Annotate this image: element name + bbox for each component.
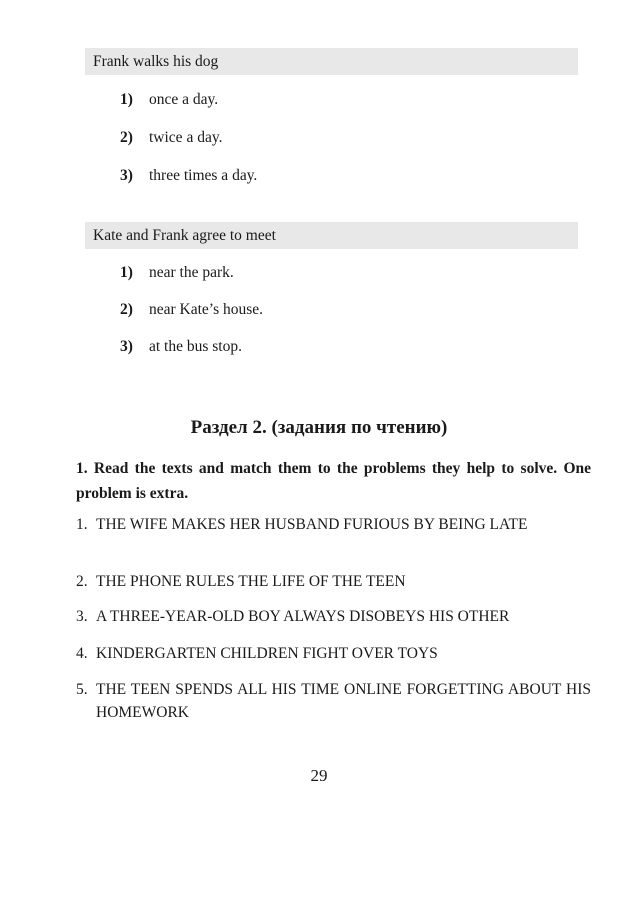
option-number: 2)	[120, 129, 133, 146]
problem-text: KINDERGARTEN CHILDREN FIGHT OVER TOYS	[96, 645, 438, 662]
option-number: 2)	[120, 301, 133, 318]
option-text: near Kate’s house.	[149, 301, 264, 318]
question-2-option-1[interactable]	[120, 263, 234, 283]
problem-number: 2.	[76, 573, 88, 590]
question-2-option-3[interactable]	[120, 337, 242, 357]
question-1-option-2[interactable]	[120, 128, 222, 148]
question-2-stem: Kate and Frank agree to meet	[85, 222, 578, 249]
option-text: near the park.	[149, 264, 234, 281]
problem-item	[76, 642, 591, 665]
problem-number: 3.	[76, 608, 88, 625]
option-number: 3)	[120, 338, 133, 355]
option-text: three times a day.	[149, 167, 258, 184]
option-number: 1)	[120, 264, 133, 281]
problem-text: A THREE-YEAR-OLD BOY ALWAYS DISOBEYS HIS OTHER	[96, 608, 510, 625]
problem-text: THE PHONE RULES THE LIFE OF THE TEEN	[96, 573, 406, 590]
question-1-option-1[interactable]	[120, 90, 218, 110]
problem-number: 4.	[76, 645, 88, 662]
problem-text: THE WIFE MAKES HER HUSBAND FURIOUS BY BEING LATE	[96, 516, 528, 533]
page-number: 29	[310, 766, 328, 785]
problem-item	[76, 678, 591, 724]
question-2-option-2[interactable]	[120, 300, 263, 320]
option-text: once a day.	[149, 91, 219, 108]
section-title: Раздел 2. (задания по чтению)	[190, 417, 448, 438]
problem-item	[76, 513, 591, 536]
problem-number: 1.	[76, 516, 88, 533]
option-text: at the bus stop.	[149, 338, 242, 355]
option-number: 1)	[120, 91, 133, 108]
problem-item	[76, 605, 591, 628]
problem-item	[76, 570, 591, 593]
task-instruction: 1. Read the texts and match them to the problems they help to solve. One problem is extra.	[76, 460, 591, 502]
problem-number: 5.	[76, 681, 88, 698]
question-1-stem: Frank walks his dog	[85, 48, 578, 75]
option-number: 3)	[120, 167, 133, 184]
problem-text: THE TEEN SPENDS ALL HIS TIME ONLINE FORGETTING ABOUT HIS HOMEWORK	[96, 681, 591, 721]
option-text: twice a day.	[149, 129, 223, 146]
question-1-option-3[interactable]	[120, 166, 257, 186]
